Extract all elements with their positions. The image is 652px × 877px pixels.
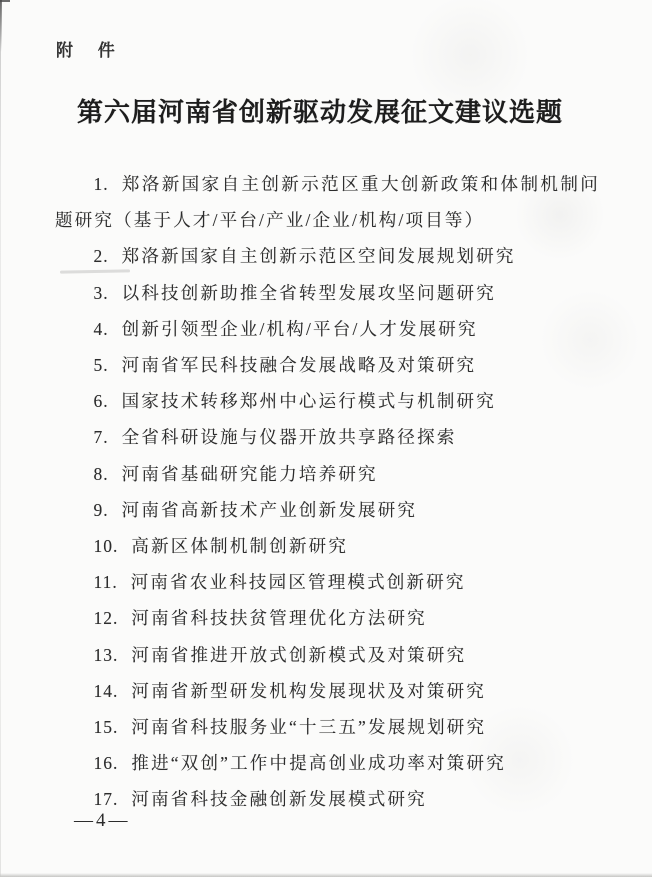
topic-text: 创新引领型企业/机构/平台/人才发展研究 (121, 318, 478, 339)
topic-number: 12. (93, 608, 119, 629)
list-item (55, 383, 600, 419)
list-item (55, 745, 600, 781)
topic-number: 16. (93, 753, 119, 774)
topic-text: 国家技术转移郑州中心运行模式与机制研究 (121, 391, 496, 412)
topic-number: 8. (93, 463, 109, 484)
list-item (55, 709, 600, 745)
topic-number: 1. (93, 174, 109, 194)
topic-number: 6. (93, 391, 109, 412)
topic-text: 河南省高新技术产业创新发展研究 (121, 499, 418, 520)
list-item (55, 347, 600, 383)
list-item (55, 781, 600, 817)
page-title: 第六届河南省创新驱动发展征文建议选题 (76, 98, 563, 127)
topic-number: 10. (93, 536, 119, 557)
topic-text: 河南省科技扶贫管理优化方法研究 (131, 608, 427, 629)
topic-list (55, 166, 600, 818)
topic-number: 5. (93, 355, 109, 376)
topic-text: 河南省推进开放式创新模式及对策研究 (131, 644, 467, 665)
topic-text: 推进“双创”工作中提高创业成功率对策研究 (131, 753, 506, 774)
topic-number: 11. (93, 572, 118, 593)
scan-sliver-left (0, 0, 2, 52)
list-item (55, 492, 600, 528)
list-item (55, 673, 600, 709)
topic-text: 河南省军民科技融合发展战略及对策研究 (121, 355, 477, 376)
list-item (55, 456, 600, 492)
topic-number: 14. (93, 680, 119, 701)
topic-text: 郑洛新国家自主创新示范区空间发展规划研究 (121, 246, 516, 267)
topic-number: 9. (93, 499, 109, 520)
scan-edge-left (0, 0, 1, 877)
scan-edge-bottom (0, 873, 652, 877)
topic-text: 河南省新型研发机构发展现状及对策研究 (131, 680, 486, 701)
topic-text: 高新区体制机制创新研究 (131, 536, 349, 557)
topic-text: 河南省科技服务业“十三五”发展规划研究 (131, 717, 487, 738)
topic-number: 15. (93, 717, 119, 738)
list-item (55, 600, 600, 636)
topic-number: 4. (93, 318, 109, 339)
topic-number: 3. (93, 282, 109, 303)
attachment-label: 附 件 (56, 41, 125, 60)
topic-number: 13. (93, 644, 119, 665)
list-item (55, 419, 600, 455)
scan-mark-topleft (0, 0, 10, 2)
list-item (55, 528, 600, 564)
topic-text: 河南省科技金融创新发展模式研究 (131, 789, 427, 810)
list-item (55, 564, 600, 600)
topic-text: 全省科研设施与仪器开放共享路径探索 (121, 427, 457, 448)
topic-text: 郑洛新国家自主创新示范区重大创新政策和体制机制问题研究（基于人才/平台/产业/企业/机构/项目等） (55, 174, 600, 231)
list-item (55, 166, 600, 238)
topic-number: 7. (93, 427, 109, 448)
list-item (55, 275, 600, 311)
topic-number: 17. (93, 789, 119, 810)
page-number: —4— (74, 810, 131, 831)
topic-number: 2. (93, 246, 109, 267)
list-item (55, 311, 600, 347)
topic-text: 河南省农业科技园区管理模式创新研究 (130, 572, 466, 593)
list-item (55, 637, 600, 673)
topic-text: 河南省基础研究能力培养研究 (121, 463, 378, 484)
topic-text: 以科技创新助推全省转型发展攻坚问题研究 (121, 282, 496, 303)
list-item (55, 238, 600, 274)
